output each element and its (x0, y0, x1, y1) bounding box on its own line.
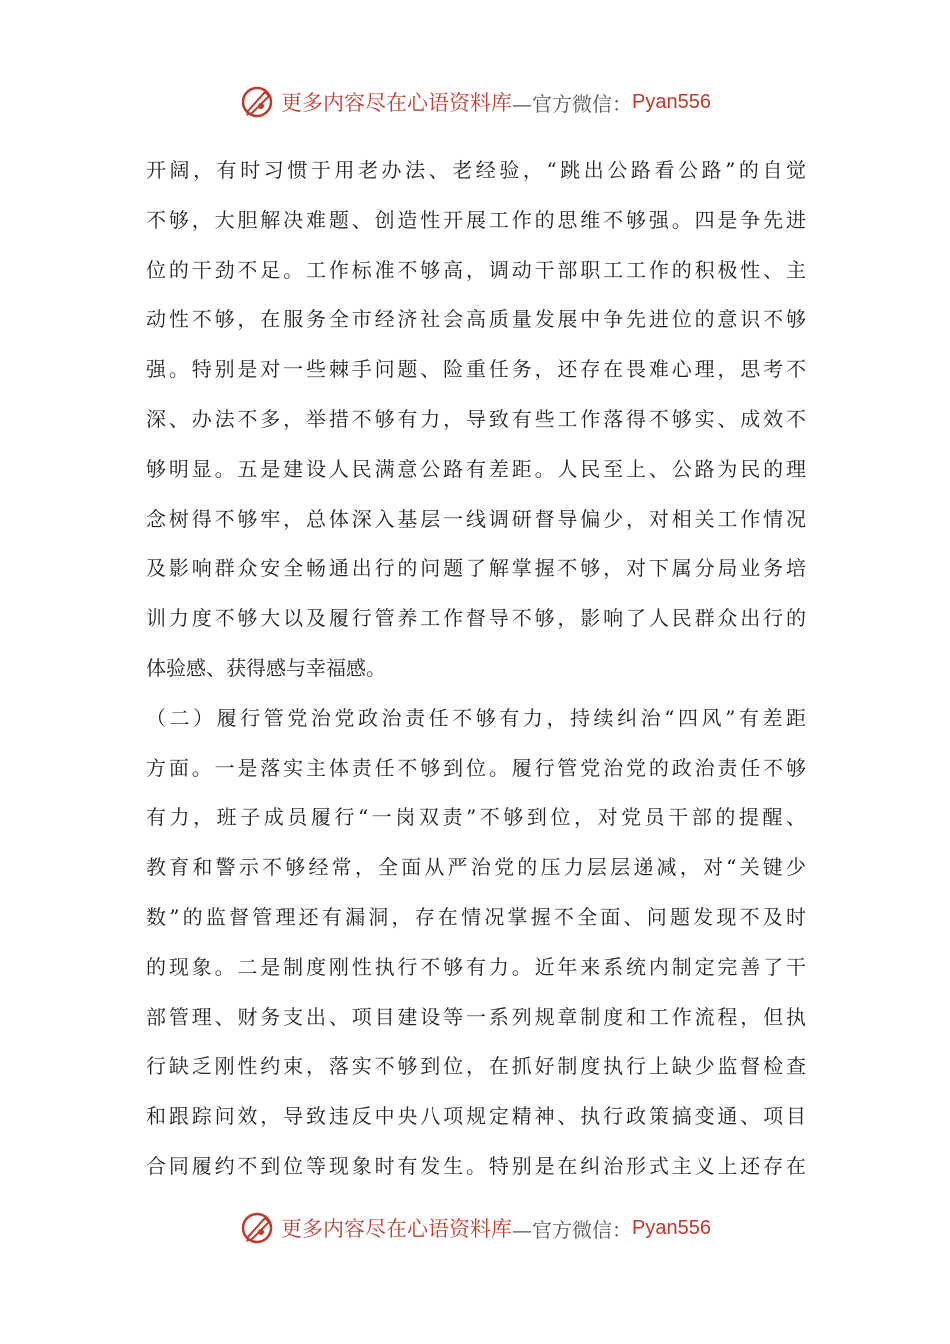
banner-wechat-id: Pyan556 (632, 90, 711, 113)
body-line: 行缺乏刚性约束，落实不够到位，在抓好制度执行上缺少监督检查 (146, 1054, 806, 1079)
banner-wechat-id: Pyan556 (632, 1216, 711, 1239)
document-body (146, 146, 806, 1192)
section-heading-line: （二）履行管党治党政治责任不够有力，持续纠治“四风”有差距 (146, 705, 806, 730)
footer-watermark (0, 1208, 950, 1248)
body-line: 位的干劲不足。工作标准不够高，调动干部职工工作的积极性、主 (146, 257, 806, 282)
body-line: 训力度不够大以及履行管养工作督导不够，影响了人民群众出行的 (146, 606, 806, 631)
header-watermark (0, 82, 950, 122)
body-line: 教育和警示不够经常，全面从严治党的压力层层递减，对“关键少 (146, 855, 806, 880)
body-line: 的现象。二是制度刚性执行不够有力。近年来系统内制定完善了干 (146, 954, 806, 979)
banner-title: 更多内容尽在心语资料库 (281, 1217, 513, 1241)
banner-title: 更多内容尽在心语资料库 (281, 91, 513, 115)
banner-wechat-label: —官方微信： (512, 91, 633, 116)
body-line: 方面。一是落实主体责任不够到位。履行管党治党的政治责任不够 (146, 755, 806, 780)
body-line: 念树得不够牢，总体深入基层一线调研督导偏少，对相关工作情况 (146, 506, 806, 531)
pen-seal-icon (239, 1210, 275, 1246)
pen-seal-icon (239, 84, 275, 120)
body-line: 不够，大胆解决难题、创造性开展工作的思维不够强。四是争先进 (146, 207, 806, 232)
body-line: 数”的监督管理还有漏洞，存在情况掌握不全面、问题发现不及时 (146, 904, 806, 929)
body-line: 开阔，有时习惯于用老办法、老经验，“跳出公路看公路”的自觉 (146, 158, 806, 182)
body-line: 强。特别是对一些棘手问题、险重任务，还存在畏难心理，思考不 (146, 357, 806, 382)
body-line: 有力，班子成员履行“一岗双责”不够到位，对党员干部的提醒、 (146, 805, 806, 830)
body-line: 和跟踪问效，导致违反中央八项规定精神、执行政策搞变通、项目 (146, 1104, 806, 1129)
body-line: 够明显。五是建设人民满意公路有差距。人民至上、公路为民的理 (146, 456, 806, 481)
banner-wechat-label: —官方微信： (512, 1217, 633, 1242)
body-line: 动性不够，在服务全市经济社会高质量发展中争先进位的意识不够 (146, 307, 806, 332)
body-line: 深、办法不多，举措不够有力，导致有些工作落得不够实、成效不 (146, 406, 806, 431)
body-line: 合同履约不到位等现象时有发生。特别是在纠治形式主义上还存在 (146, 1153, 806, 1178)
body-line: 体验感、获得感与幸福感。 (146, 655, 386, 680)
body-line: 及影响群众安全畅通出行的问题了解掌握不够，对下属分局业务培 (146, 556, 806, 581)
body-line: 部管理、财务支出、项目建设等一系列规章制度和工作流程，但执 (146, 1004, 806, 1029)
